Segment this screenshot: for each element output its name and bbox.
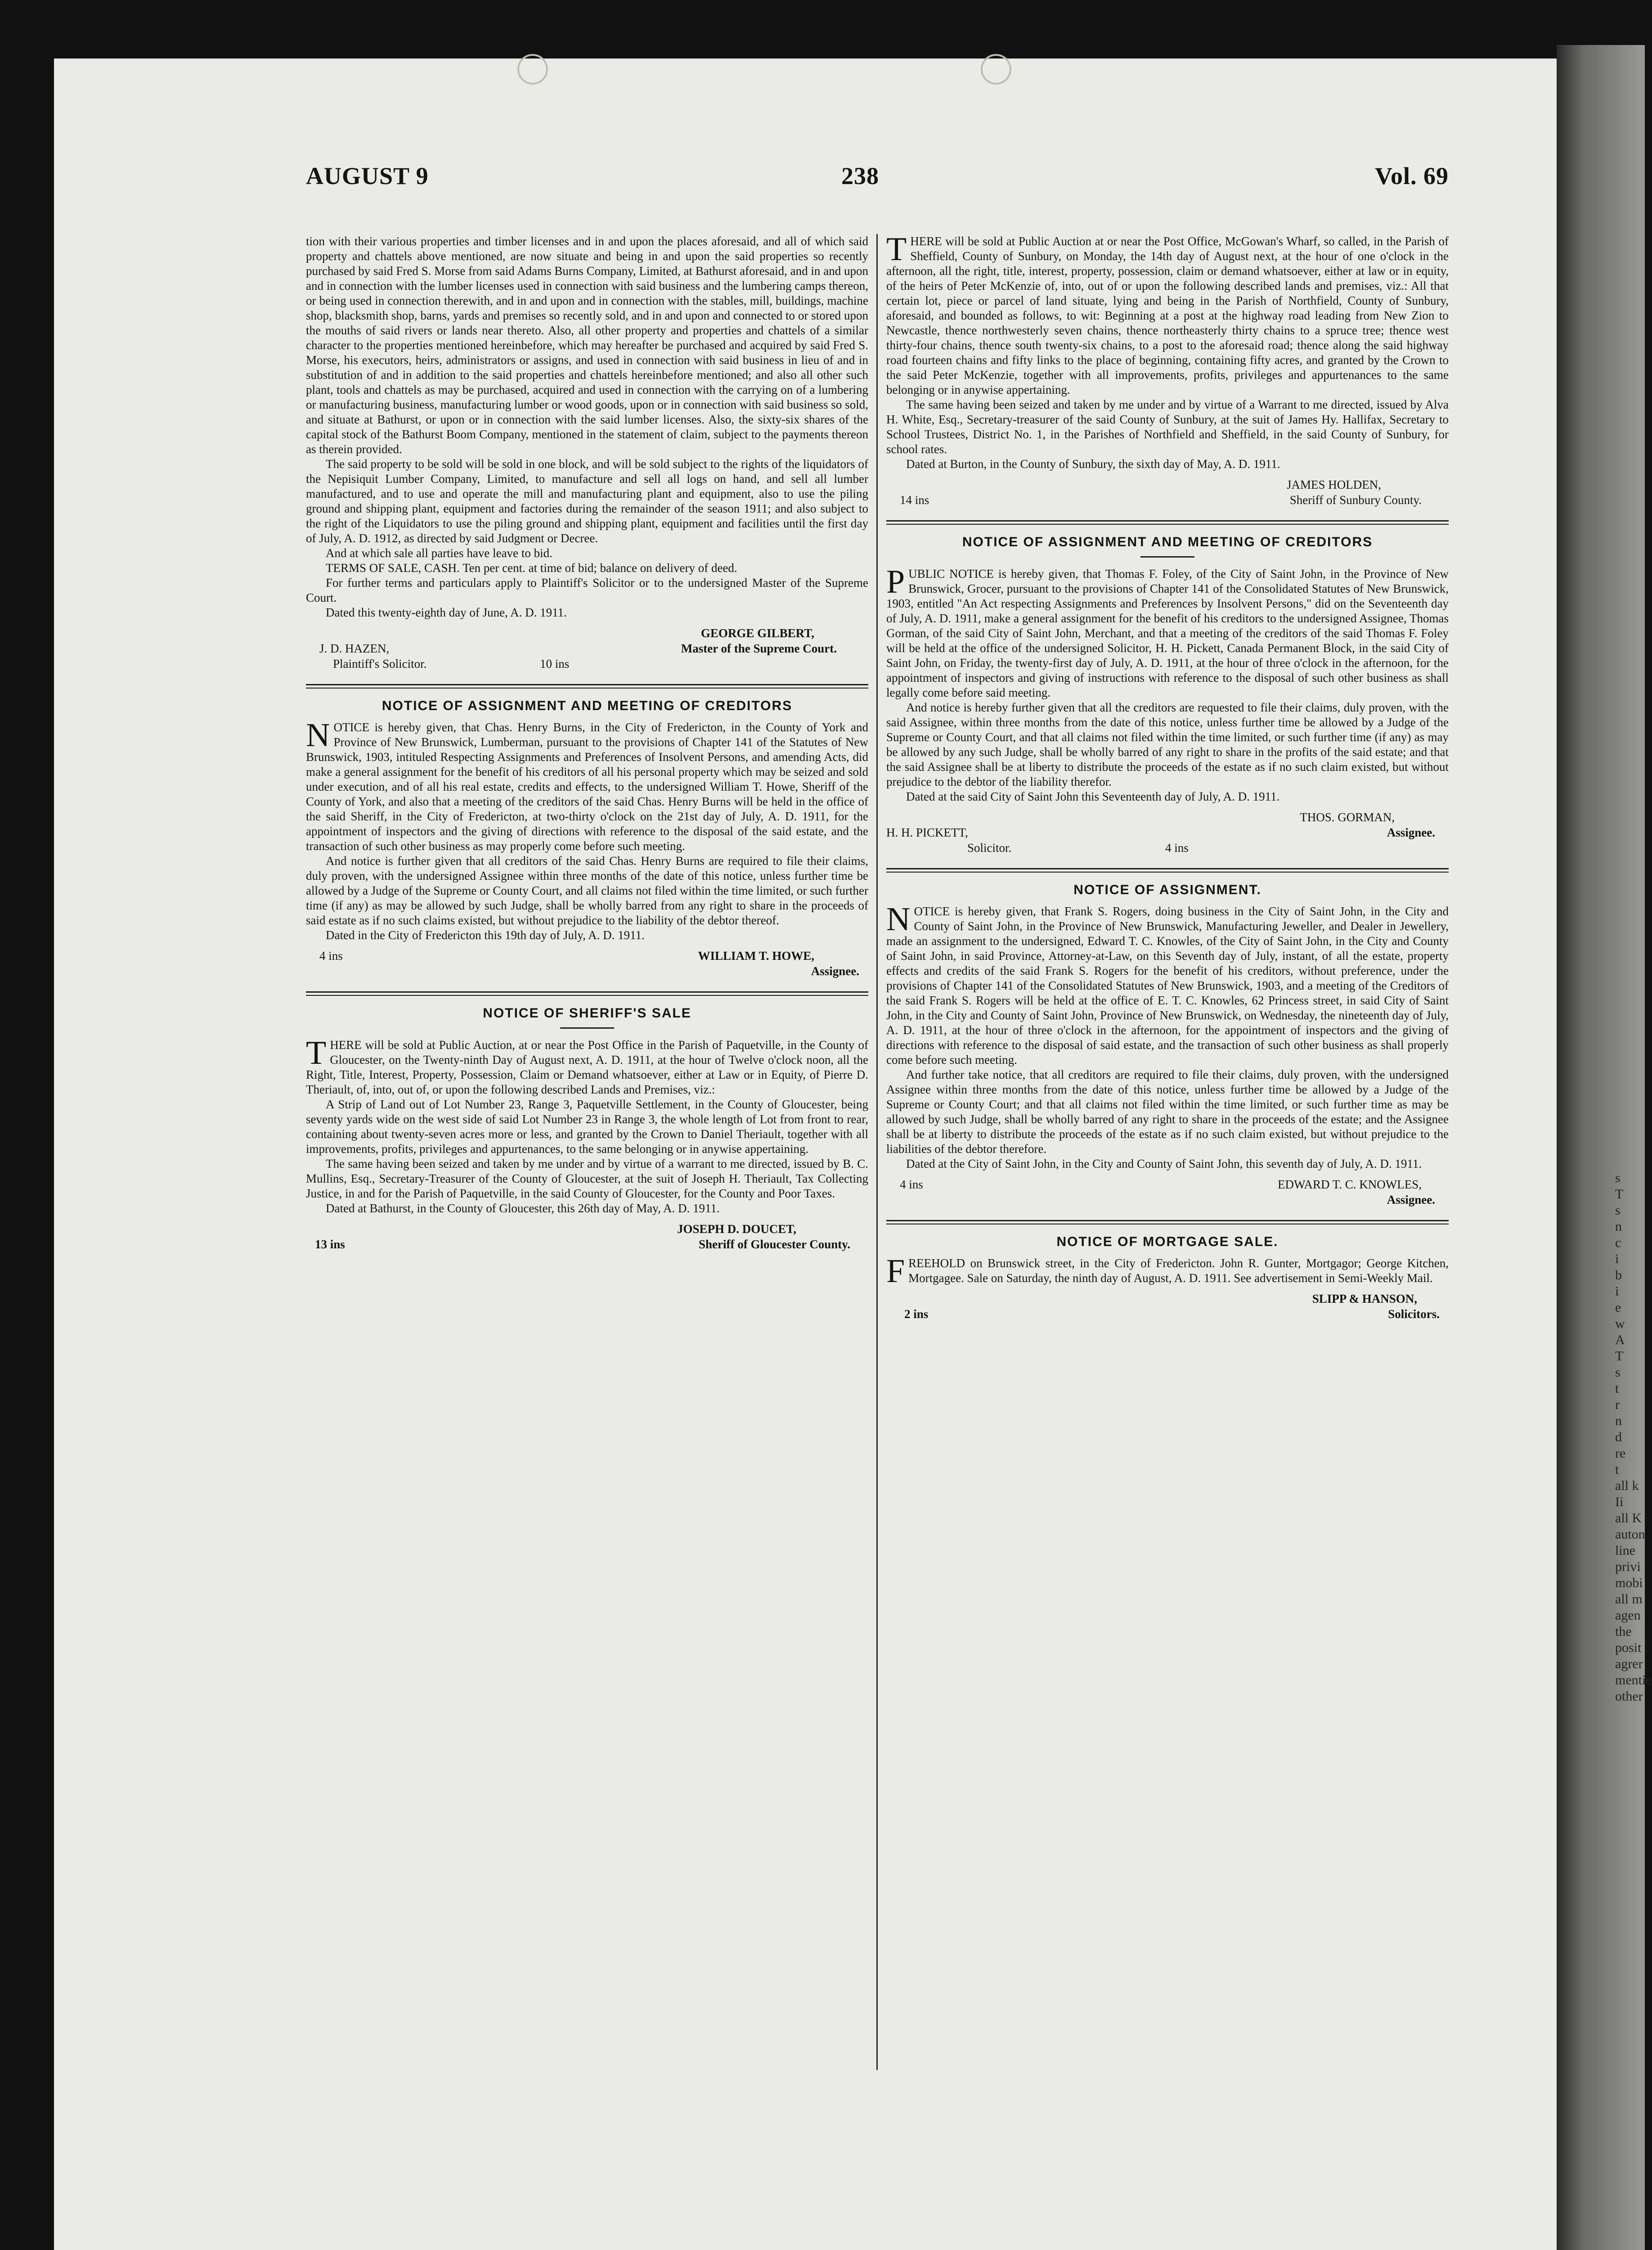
paragraph: The said property to be sold will be sold in one block, and will be sold subject to the rights of the liquidators of the Nepisiquit Lumber Company, Limited, to manufacture and sell all logs on hand, and sell all lumber manufactured, and to use and operate the mill and manufacturing plant and equipment, also to use the piling ground and shipping plant, equipment and factories during the remainder of the season 1911; and also subject to the right of the Liquidators to use the piling ground and shipping plant, equipment and facilities until the first day of July, A. D. 1912, as directed by said Judgment or Decree.	[306, 457, 868, 545]
drop-cap: N	[886, 901, 911, 938]
signatory-name: EDWARD T. C. KNOWLES,	[1278, 1178, 1422, 1191]
section-rule	[886, 520, 1449, 525]
drop-cap: T	[886, 231, 907, 268]
insertion-count: 10 ins	[540, 657, 570, 670]
right-column	[886, 231, 1449, 2079]
solicitor-name: H. H. PICKETT,	[886, 826, 968, 839]
signature-line	[886, 1307, 1449, 1323]
signature-line	[306, 949, 868, 964]
signatory-role: Solicitors.	[1388, 1307, 1440, 1321]
signature-line	[886, 1193, 1449, 1208]
signature-line	[306, 964, 868, 980]
paragraph: HERE will be sold at Public Auction, at or near the Post Office in the Parish of Paquetville, in the County of Gloucester, on the Twenty-ninth Day of August next, A. D. 1911, at the hour of Twelve o'clock noon, all the Right, Title, Interest, Property, Possession, Claim or Demand whatsoever, either at Law or in Equity, of Pierre D. Theriault, of, into, out of, or upon the following described Lands and Premises, viz.:	[306, 1038, 868, 1096]
solicitor-name: J. D. HAZEN,	[319, 642, 390, 655]
solicitor-role: Plaintiff's Solicitor.	[333, 657, 427, 670]
signature-line	[306, 657, 868, 672]
section-heading: NOTICE OF ASSIGNMENT.	[1073, 882, 1261, 897]
heading-underline	[1140, 556, 1194, 558]
section-rule	[886, 1220, 1449, 1224]
signature-line	[306, 1238, 868, 1253]
signature-line	[306, 626, 868, 642]
signatory-title: Master of the Supreme Court.	[681, 642, 837, 655]
signature-line	[886, 1178, 1449, 1193]
notice-sheriff-sale-sunbury	[886, 231, 1449, 508]
sale-continuation	[306, 234, 868, 672]
signature-line	[886, 478, 1449, 493]
paragraph: A Strip of Land out of Lot Number 23, Range 3, Paquetville Settlement, in the County of Gloucester, being seventy yards wide on the west side of said Lot Number 23 in Range 3, the whole length of Lot from front to rear, containing about twenty-seven acres more or less, and granted by the Crown to Daniel Theriault, together with all improvements, profits, privileges and appurtenances, to the same belonging or in anywise appertaining.	[306, 1098, 868, 1156]
signatory-name: JAMES HOLDEN,	[1286, 478, 1381, 491]
signatory-role: Sheriff of Sunbury County.	[1289, 493, 1422, 507]
notice-mortgage	[886, 1253, 1449, 1323]
volume-number: Vol. 69	[1374, 162, 1449, 189]
binding-gutter	[1557, 45, 1652, 2250]
paragraph: OTICE is hereby given, that Chas. Henry Burns, in the City of Fredericton, in the County of York and Province of New Brunswick, Lumberman, pursuant to the provisions of Chapter 141 of the Statutes of New Brunswick, 1903, intituled Respecting Assignments and Preferences of Insolvent Persons, and amending Acts, did make a general assignment for the benefit of his creditors of all his personal property which may be seized and sold under execution, and of all his real estate, credits and effects, to the undersigned William T. Howe, Sheriff of the County of York, and also that a meeting of the creditors of the said Chas. Henry Burns will be held in the office of the said Sheriff, in the City of Fredericton, at two-thirty o'clock on the 21st day of July, A. D. 1911, for the appointment of inspectors and the giving of directions with reference to the disposal of the said estate, and the transaction of such other business as may properly come before such meeting.	[306, 720, 868, 853]
paragraph: The same having been seized and taken by me under and by virtue of a Warrant to me directed, issued by Alva H. White, Esq., Secretary-treasurer of the said County of Sunbury, at the suit of James Hy. Hallifax, Secretary to School Trustees, District No. 1, in the Parishes of Northfield and Sheffield, in the said County of Sunbury, for school rates.	[886, 398, 1449, 456]
paragraph: And further take notice, that all creditors are required to file their claims, duly proven, with the undersigned Assignee within three months from the date of this notice, unless further time be allowed by a Judge of the Supreme or County Court; and that all claims not filed within the time limited, or such further time as may be allowed by such Judge, shall be wholly barred of any right to share in the proceeds of the estate; and the Assignee shall be at liberty to distribute the proceeds of the estate as if no such claim existed, but without prejudice to the liabilities of the debtor therefore.	[886, 1068, 1449, 1156]
paragraph: TERMS OF SALE, CASH. Ten per cent. at time of bid; balance on delivery of deed.	[326, 561, 737, 575]
signatory-name: SLIPP & HANSON,	[1312, 1292, 1417, 1305]
section-rule	[306, 991, 868, 996]
paragraph: And notice is hereby further given that all the creditors are requested to file their claims, duly proven, with the said Assignee, within three months from the date of this notice, unless further time be allowed by a Judge of the Supreme or County Court, and that all claims not filed within the time limited, or such further time (if any) as may be allowed by any such Judge, shall be wholly barred of any right to share in the profits of the said estate; and that the said Assignee shall be at liberty to distribute the proceeds of the estate as if no such claim existed, but without prejudice to the debtor of the liability therefor.	[886, 701, 1449, 788]
notice-burns	[306, 717, 868, 980]
signatory-role: Assignee.	[1387, 1193, 1435, 1206]
paragraph: tion with their various properties and timber licenses and in and upon the places aforesaid, and all of which said property and chattels above mentioned, are now situate and being in and upon the said properties so recently purchased by said Fred S. Morse from said Adams Burns Company, Limited, at Bathurst aforesaid, and in and upon and in connection with the lumber licenses used in connection with said business and the lumbering camps thereon, or being used in connection therewith, and in and upon and in connection with the stables, mill, buildings, machine shop, blacksmith shop, barns, yards and premises so recently sold, and in and upon and connected to or stored upon the mouths of said rivers or lands near thereto. Also, all other property and properties and chattels of a similar character to the properties mentioned hereinbefore, which may hereafter be purchased and acquired by said Fred S. Morse, his executors, heirs, administrators or assigns, and used in connection with said business in lieu of and in substitution of and in addition to the said properties and chattels hereinbefore mentioned; and also all other such plant, tools and chattels as may be purchased, acquired and used in connection with the carrying on of a lumbering or manufacturing business, manufacturing lumber or wood goods, upon or in connection with said business so sold, and situate at Bathurst, or upon or in connection with the said lumber licenses. Also, the sixty-six shares of the capital stock of the Bathurst Boom Company, mentioned in the statement of claim, subject to the payments thereon as therein provided.	[306, 234, 868, 456]
column-divider	[876, 234, 878, 2070]
notice-foley	[886, 563, 1449, 856]
signature-line	[886, 841, 1449, 856]
section-rule	[306, 684, 868, 688]
heading-underline	[560, 1027, 614, 1029]
signature-line	[306, 642, 868, 657]
left-column	[306, 234, 868, 2079]
signatory-role: Assignee.	[1387, 826, 1435, 839]
signatory-role: Assignee.	[811, 964, 859, 978]
drop-cap: F	[886, 1253, 905, 1290]
paragraph: For further terms and particulars apply to Plaintiff's Solicitor or to the undersigned Master of the Supreme Court.	[306, 576, 868, 604]
notice-rogers	[886, 901, 1449, 1208]
signatory-name: GEORGE GILBERT,	[700, 626, 814, 640]
section-heading: NOTICE OF ASSIGNMENT AND MEETING OF CREDITORS	[962, 535, 1373, 549]
paragraph: Dated this twenty-eighth day of June, A. D. 1911.	[326, 606, 567, 619]
paragraph: Dated in the City of Fredericton this 19th day of July, A. D. 1911.	[326, 928, 645, 942]
running-head	[306, 162, 1449, 198]
signatory-name: JOSEPH D. DOUCET,	[677, 1222, 796, 1236]
paragraph: Dated at the said City of Saint John this Seventeenth day of July, A. D. 1911.	[906, 790, 1280, 803]
section-rule	[886, 868, 1449, 873]
section-heading: NOTICE OF SHERIFF'S SALE	[483, 1006, 691, 1021]
insertion-count: 13 ins	[315, 1238, 345, 1251]
insertion-count: 4 ins	[319, 949, 343, 963]
solicitor-role: Solicitor.	[967, 841, 1012, 855]
issue-date: AUGUST 9	[306, 162, 429, 189]
signatory-name: WILLIAM T. HOWE,	[698, 949, 814, 963]
signature-line	[886, 810, 1449, 826]
paragraph: Dated at Bathurst, in the County of Gloucester, this 26th day of May, A. D. 1911.	[326, 1202, 720, 1215]
signature-line	[306, 1222, 868, 1238]
section-heading: NOTICE OF ASSIGNMENT AND MEETING OF CREDITORS	[382, 698, 793, 713]
punch-hole	[517, 54, 548, 85]
gazette-page	[306, 162, 1449, 2079]
paragraph: And at which sale all parties have leave to bid.	[326, 546, 552, 560]
paragraph: The same having been seized and taken by me under and by virtue of a warrant to me directed, issued by B. C. Mullins, Esq., Secretary-Treasurer of the County of Gloucester, at the suit of Joseph H. Theriault, Tax Collecting Justice, in and for the Parish of Paquetville, in the said County of Gloucester, for the County and Poor Taxes.	[306, 1157, 868, 1200]
drop-cap: N	[306, 717, 330, 754]
page-number: 238	[841, 162, 879, 189]
insertion-count: 4 ins	[1165, 841, 1189, 855]
insertion-count: 14 ins	[900, 493, 929, 507]
signature-line	[886, 493, 1449, 508]
paragraph: REEHOLD on Brunswick street, in the City of Fredericton. John R. Gunter, Mortgagor; George Kitchen, Mortgagee. Sale on Saturday, the ninth day of August, A. D. 1911. See advertisement in Semi-Weekly Mail.	[908, 1256, 1449, 1285]
signature-line	[886, 1292, 1449, 1307]
signatory-name: THOS. GORMAN,	[1300, 810, 1395, 824]
paragraph: UBLIC NOTICE is hereby given, that Thomas F. Foley, of the City of Saint John, in the Province of New Brunswick, Grocer, pursuant to the provisions of Chapter 141 of the Consolidated Statutes of New Brunswick, 1903, entitled "An Act respecting Assignments and Preferences by Insolvent Persons," did on the Seventeenth day of July, A. D. 1911, make a general assignment for the benefit of his creditors to the undersigned Assignee, Thomas Gorman, of the said City of Saint John, Merchant, and that a meeting of the creditors of the said Thomas F. Foley will be held at the office of the undersigned Solicitor, H. H. Pickett, Canada Permanent Block, in the said City of Saint John, on Friday, the twenty-first day of July, A. D. 1911, at the hour of three o'clock in the afternoon, for the appointment of inspectors and giving of instructions with reference to the disposal of such other business as shall legally come before said meeting.	[886, 567, 1449, 699]
paragraph: Dated at the City of Saint John, in the City and County of Saint John, this seventh day of July, A. D. 1911.	[906, 1157, 1422, 1170]
signatory-role: Sheriff of Gloucester County.	[699, 1238, 850, 1251]
paragraph: OTICE is hereby given, that Frank S. Rogers, doing business in the City of Saint John, in the City and County of Saint John, in the Province of New Brunswick, Manufacturing Jeweller, and Dealer in Jewellery, made an assignment to the undersigned, Edward T. C. Knowles, of the City of Saint John, in the City and County of Saint John, in said Province, Attorney-at-Law, on this Seventh day of July, instant, of all the estate, property effects and credits of the said Frank S. Rogers for the benefit of his creditors, without preference, under the provisions of Chapter 141 of the Consolidated Statutes of New Brunswick, 1903, and a meeting of the Creditors of the said Frank S. Rogers will be held at the office of E. T. C. Knowles, 62 Princess street, in said City of Saint John, in the City and County of Saint John, Province of New Brunswick, on Wednesday, the nineteenth day of July, A. D. 1911, at the hour of three o'clock in the afternoon, for the appointment of inspectors and the giving of directions with reference to the disposal of said estate, and the transaction of such other business as shall properly come before such meeting.	[886, 904, 1449, 1066]
paragraph: Dated at Burton, in the County of Sunbury, the sixth day of May, A. D. 1911.	[906, 457, 1280, 471]
paragraph: And notice is further given that all creditors of the said Chas. Henry Burns are required to file their claims, duly proven, with the undersigned Assignee within three months of the date of this notice, unless further time be allowed by a Judge of the Supreme or County Court, and all claims not filed within the time limited, or such further time (if any) as may be allowed by such Judge, shall be wholly barred from any right to share in the proceeds of said estate as if no such claims existed, but without prejudice to the liability of the debtor thereof.	[306, 854, 868, 927]
paragraph: HERE will be sold at Public Auction at or near the Post Office, McGowan's Wharf, so called, in the Parish of Sheffield, County of Sunbury, on Monday, the 14th day of August next, at the hour of one o'clock in the afternoon, all the right, title, interest, property, possession, claim or demand whatsoever, either at law or in equity, of the heirs of Peter McKenzie of, into, out of or upon the following described lands and premises, viz.: All that certain lot, piece or parcel of land situate, lying and being in the Parish of Northfield, County of Sunbury, aforesaid, and bounded as follows, to wit: Beginning at a post at the highway road leading from New Zion to Newcastle, thence northwesterly seven chains, thence northeasterly thirty chains to a spruce tree; thence west thirty-four chains, thence south twenty-six chains, to a post to the aforesaid road; thence along the said highway road fourteen chains and fifty links to the place of beginning, containing fifty acres, and granted by the Crown to the said Peter McKenzie, together with all improvements, profits, privileges and appurtenances to the same belonging or in anywise appertaining.	[886, 234, 1449, 396]
insertion-count: 4 ins	[900, 1178, 923, 1191]
drop-cap: P	[886, 563, 905, 600]
signature-line	[886, 826, 1449, 841]
notice-sheriff-sale-gloucester	[306, 1035, 868, 1253]
insertion-count: 2 ins	[904, 1307, 929, 1321]
adjacent-page-edge-text: s T s n c i b i e w A T s t r n d re t all k Ii all K auton line privi mobi all m agen the posit agrer mentie other	[1615, 1170, 1652, 1704]
punch-hole	[981, 54, 1011, 85]
drop-cap: T	[306, 1035, 327, 1071]
section-heading: NOTICE OF MORTGAGE SALE.	[1056, 1234, 1279, 1249]
